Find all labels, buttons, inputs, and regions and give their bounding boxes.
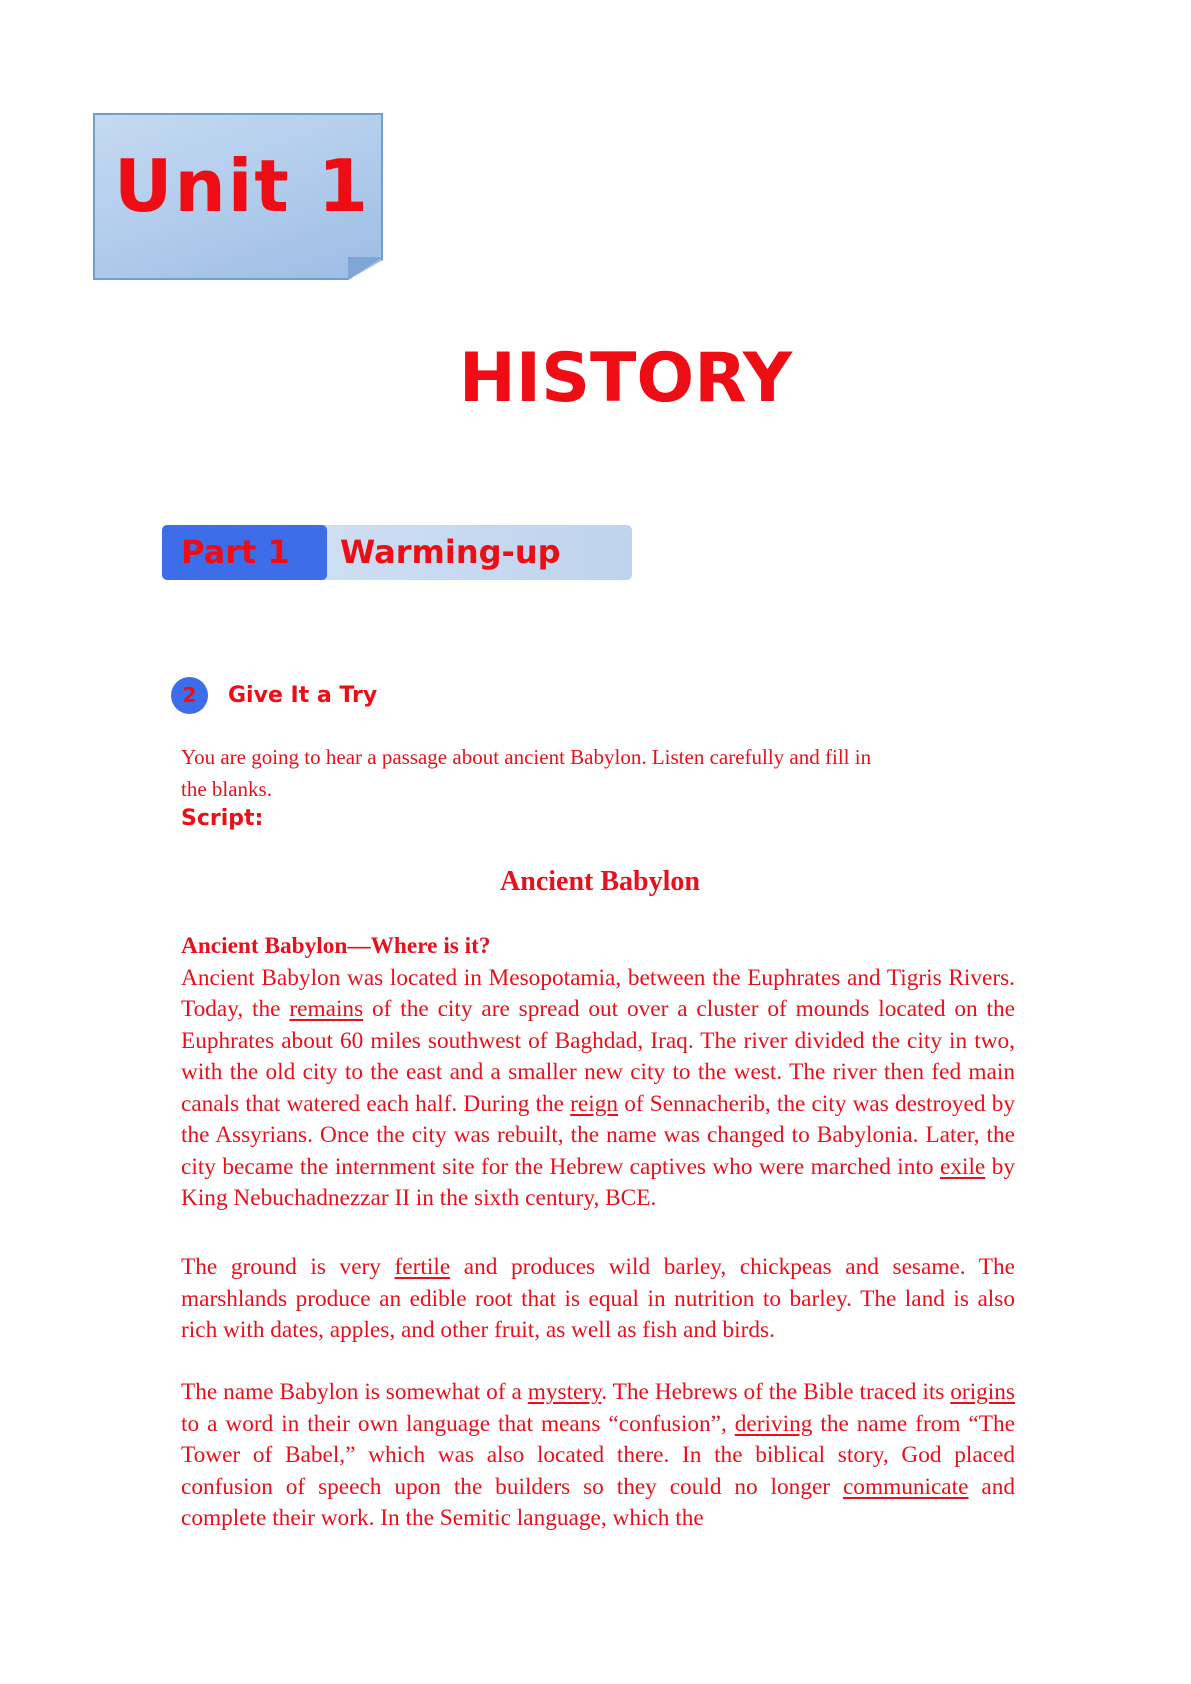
passage-text: of the city are spread out over a cluster of mounds located on the Euphrates about 60 miles southwest of Baghdad, Iraq. The river divided the city in two, with the old city to the east and a smaller new city to the west. The river then fed main canals that watered each half. During the [181,996,1015,1117]
passage-text: and complete their work. In the Semitic language, which the [181,1473,1015,1531]
blank-answer-word: communicate [842,1473,969,1500]
story-title: Ancient Babylon [500,866,700,897]
blank-answer-word: deriving [734,1410,813,1437]
page-title: HISTORY [458,339,793,418]
part-label: Part 1 [162,525,327,580]
passage-paragraph [181,963,1015,1215]
passage-section-1 [181,931,1015,1215]
blank-answer-word: exile [939,1153,986,1180]
blank-answer-word: remains [289,996,364,1022]
section-number-badge: 2 [171,677,208,714]
script-label: Script: [181,806,264,831]
blank-answer-word: reign [570,1090,619,1117]
passage-text: The ground is very [181,1254,395,1280]
passage-text: by King Nebuchadnezzar II in the sixth century, BCE. [181,1153,1015,1211]
passage-text: Ancient Babylon was located in Mesopotamia, between the Euphrates and Tigris Rivers. Today, the [181,964,1015,1022]
passage-paragraph [181,1252,1015,1347]
passage-subheading: Ancient Babylon—Where is it? [181,933,491,959]
blank-answer-word: mystery [527,1379,602,1405]
passage-text: . The Hebrews of the Bible traced its [601,1379,951,1405]
passage-section-3 [181,1377,1015,1535]
passage-paragraph [181,1377,1015,1535]
blank-answer-word: fertile [394,1254,451,1280]
passage-text: the name from “The Tower of Babel,” which was also located there. In the biblical story, God placed confusion of speech upon the builders so they could no longer [181,1410,1015,1500]
passage-text: and produces wild barley, chickpeas and sesame. The marshlands produce an edible root that is equal in nutrition to barley. The land is also rich with dates, apples, and other fruit, as well as fish and birds. [181,1254,1015,1343]
passage-section-2 [181,1252,1015,1347]
part-title: Warming-up [340,533,561,571]
unit-label: Unit 1 [114,144,370,228]
passage-text: to a word in their own language that means “confusion”, [181,1410,735,1437]
instruction-text: You are going to hear a passage about ancient Babylon. Listen carefully and fill in the blanks. [181,745,872,801]
passage-text: of Sennacherib, the city was destroyed by the Assyrians. Once the city was rebuilt, the name was changed to Babylonia. Later, the city became the internment site for the Hebrew captives who were marched into [181,1090,1016,1180]
blank-answer-word: origins [950,1379,1015,1405]
section-title: Give It a Try [228,683,378,708]
passage-text: The name Babylon is somewhat of a [181,1379,528,1405]
